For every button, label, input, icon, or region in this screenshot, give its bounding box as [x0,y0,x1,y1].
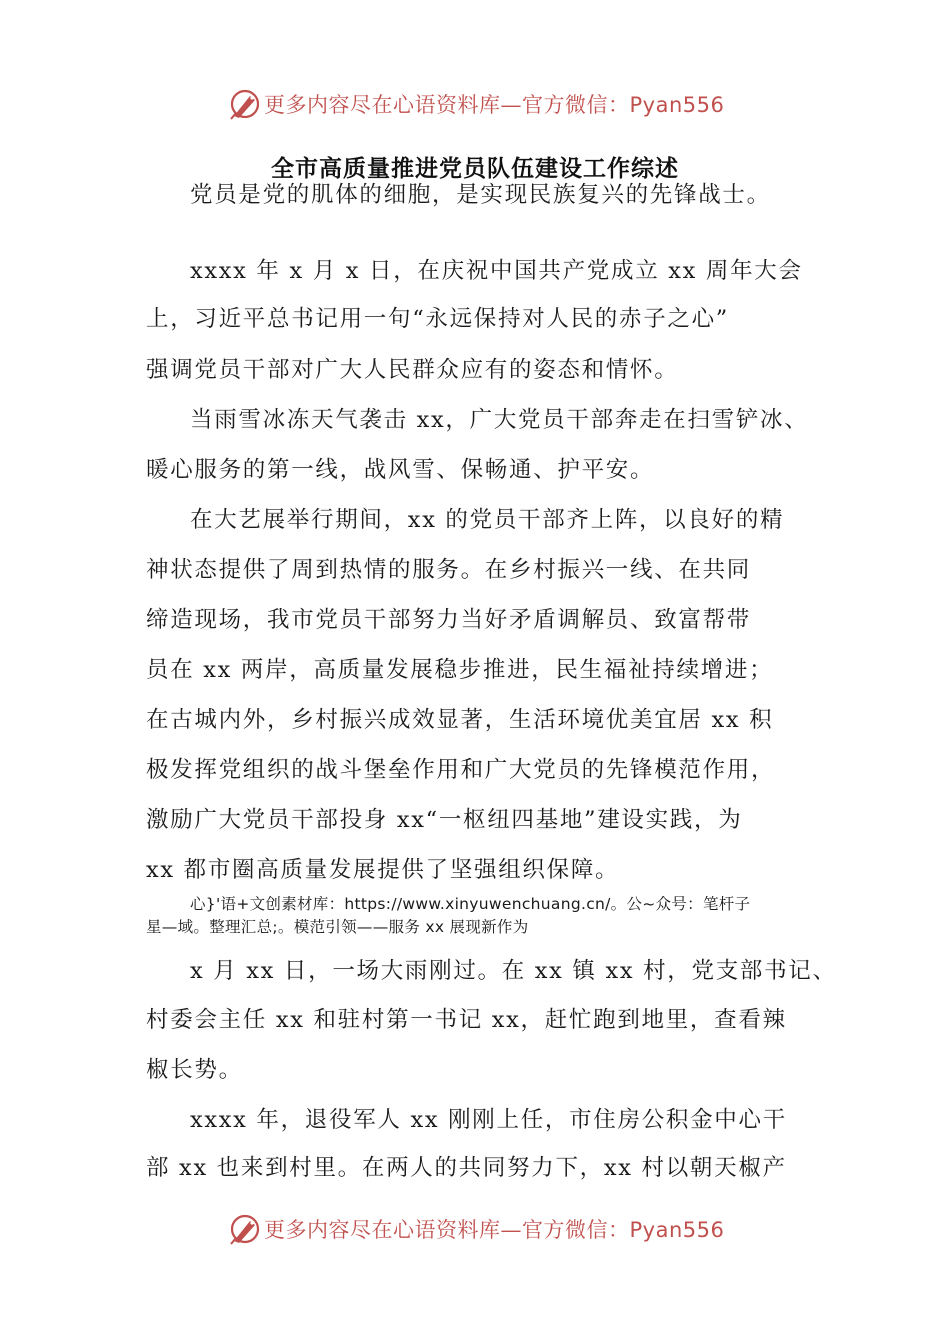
text-line: 村委会主任 xx 和驻村第一书记 xx，赶忙跑到地里，查看辣 [146,1007,787,1033]
watermark-banner-bottom [228,1209,724,1249]
source-note-line: 星—域。整理汇总;。模范引领——服务 xx 展现新作为 [146,918,529,936]
text-line: 党员是党的肌体的细胞，是实现民族复兴的先锋战士。 [190,182,771,208]
text-line: 在古城内外，乡村振兴成效显著，生活环境优美宜居 xx 积 [146,707,774,733]
text-line: 部 xx 也来到村里。在两人的共同努力下，xx 村以朝天椒产 [146,1155,787,1181]
watermark-text: 更多内容尽在心语资料库—官方微信：Pyan556 [264,1218,725,1242]
text-line: 激励广大党员干部投身 xx“一枢纽四基地”建设实践，为 [146,807,743,833]
pen-nib-circle-icon [228,1212,262,1246]
text-line: 强调党员干部对广大人民群众应有的姿态和情怀。 [146,357,679,383]
text-line: 神状态提供了周到热情的服务。在乡村振兴一线、在共同 [146,557,752,583]
text-line: 当雨雪冰冻天气袭击 xx，广大党员干部奔走在扫雪铲冰、 [190,407,809,433]
text-line: xx 都市圈高质量发展提供了坚强组织保障。 [146,857,620,883]
text-line: 上，习近平总书记用一句“永远保持对人民的赤子之心” [146,306,730,332]
watermark-text: 更多内容尽在心语资料库—官方微信：Pyan556 [264,93,725,117]
wechat-id: Pyan556 [629,1218,725,1242]
watermark-banner-top [228,84,724,124]
wechat-id: Pyan556 [629,93,725,117]
text-line: xxxx 年，退役军人 xx 刚刚上任，市住房公积金中心干 [190,1107,787,1133]
pen-nib-circle-icon [228,87,262,121]
text-line: 暖心服务的第一线，战风雪、保畅通、护平安。 [146,457,655,483]
text-line: 极发挥党组织的战斗堡垒作用和广大党员的先锋模范作用， [146,757,776,783]
text-line: 员在 xx 两岸，高质量发展稳步推进，民生福祉持续增进； [146,657,774,683]
text-line: 椒长势。 [146,1057,243,1083]
text-line: xxxx 年 x 月 x 日，在庆祝中国共产党成立 xx 周年大会 [190,258,803,284]
document-title: 全市高质量推进党员队伍建设工作综述 [271,156,679,182]
source-note-line: 心}'语+文创素材库：https://www.xinyuwenchuang.cn/。公~众号：笔杆子 [190,895,751,913]
text-line: x 月 xx 日，一场大雨刚过。在 xx 镇 xx 村，党支部书记、 [190,958,837,984]
text-line: 在大艺展举行期间，xx 的党员干部齐上阵，以良好的精 [190,507,785,533]
text-line: 缔造现场，我市党员干部努力当好矛盾调解员、致富帮带 [146,607,752,633]
